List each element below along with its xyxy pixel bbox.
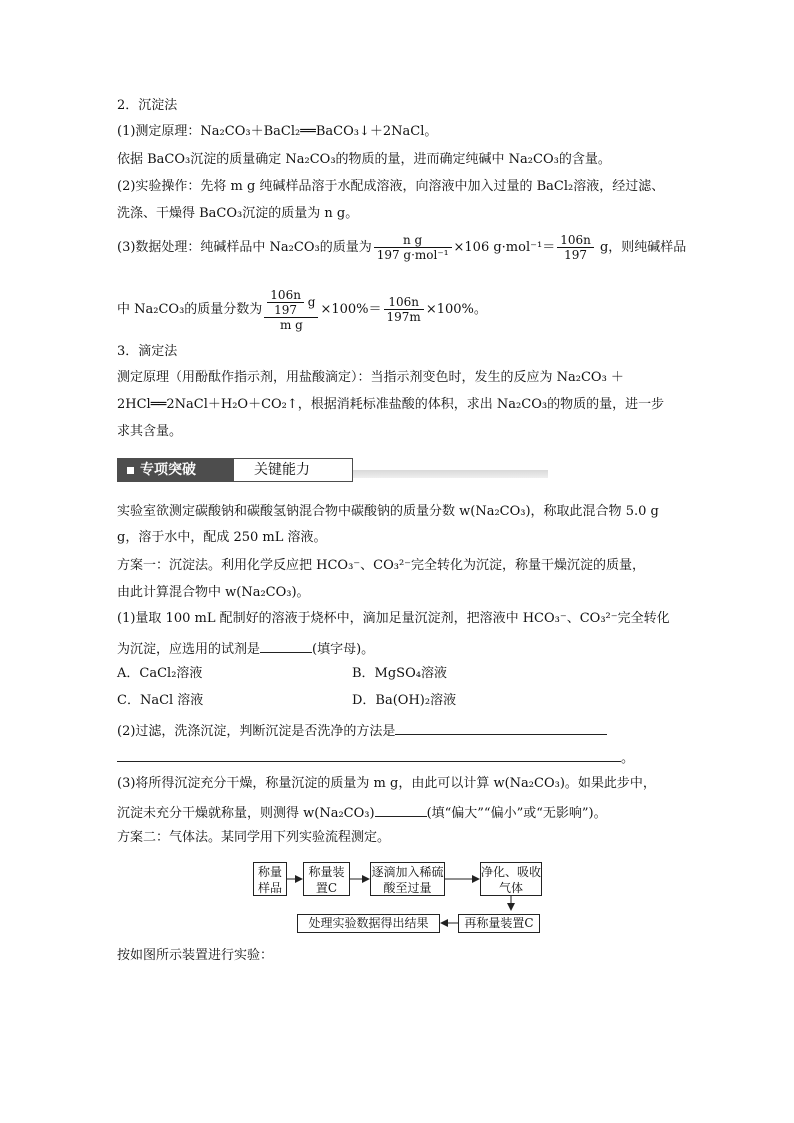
principle-equation: Na₂CO₃＋BaCl₂══BaCO₃↓＋2NaCl。 xyxy=(200,124,438,139)
fraction-inner xyxy=(267,288,304,317)
problem-intro-2: g，溶于水中，配成 250 mL 溶液。 xyxy=(117,530,327,545)
option-a: A．CaCl₂溶液 xyxy=(117,666,203,681)
answer-blank-2b[interactable] xyxy=(117,747,621,762)
fraction-mass xyxy=(557,233,594,262)
banner-sub: 关键能力 xyxy=(233,458,353,482)
fraction-mass-den: 197 xyxy=(557,247,594,262)
answer-blank-3[interactable] xyxy=(375,802,427,817)
fraction-inner-den: 197 xyxy=(267,302,304,317)
principle-text: 依据 BaCO₃沉淀的质量确定 Na₂CO₃的物质的量，进而确定纯碱中 Na₂CO₃的含量。 xyxy=(117,152,611,167)
operation-line-1: (2)实验操作：先将 m g 纯碱样品溶于水配成溶液，向溶液中加入过量的 BaCl₂溶液，经过滤、 xyxy=(117,179,665,194)
data-suffix: g，则纯碱样品 xyxy=(595,240,687,255)
question1-line-1: (1)量取 100 mL 配制好的溶液于烧杯中，滴加足量沉淀剂，把溶液中 HCO₃⁻、CO₃²⁻完全转化 xyxy=(117,611,670,626)
mass-mid: ×100%＝ xyxy=(320,302,382,317)
fraction-compound-num xyxy=(264,288,318,317)
option-c: C．NaCl 溶液 xyxy=(117,693,204,708)
fraction-mass-num: 106n xyxy=(560,233,591,247)
fraction-result-num: 106n xyxy=(388,295,419,309)
flow-step-add-acid: 逐滴加入稀硫酸至过量 xyxy=(370,862,445,896)
titration-line-2: 2HCl══2NaCl＋H₂O＋CO₂↑，根据消耗标准盐酸的体积，求出 Na₂CO₃的物质的量，进一步 xyxy=(117,397,665,412)
banner-rule xyxy=(353,470,548,478)
question3-line-2 xyxy=(117,802,607,823)
banner-main xyxy=(117,458,233,482)
mass-prefix: 中 Na₂CO₃的质量分数为 xyxy=(117,302,263,317)
banner-main-text: 专项突破 xyxy=(140,462,196,478)
fraction-moles-num: n g xyxy=(402,233,423,247)
data-processing-line xyxy=(117,230,686,266)
fraction-inner-num: 106n xyxy=(270,287,301,302)
plan1-line-2: 由此计算混合物中 w(Na₂CO₃)。 xyxy=(117,585,310,600)
fraction-compound-den: m g xyxy=(264,317,318,332)
question2-text: (2)过滤，洗涤沉淀，判断沉淀是否洗净的方法是 xyxy=(117,724,396,739)
question3-text: 沉淀未充分干燥就称量，则测得 w(Na₂CO₃) xyxy=(117,806,375,821)
option-b: B．MgSO₄溶液 xyxy=(352,666,447,681)
question2-line-1 xyxy=(117,720,607,741)
question3-hint: (填“偏大”“偏小”或“无影响”)。 xyxy=(426,806,607,821)
fraction-result xyxy=(384,295,424,324)
answer-blank-2a[interactable] xyxy=(395,720,607,735)
option-d: D．Ba(OH)₂溶液 xyxy=(352,693,457,708)
question3-line-1: (3)将所得沉淀充分干燥，称量沉淀的质量为 m g，由此可以计算 w(Na₂CO₃)。如果此步中， xyxy=(117,776,656,791)
flow-step-weigh-c: 称量装置C xyxy=(303,862,350,896)
flow-step-weigh-sample: 称量样品 xyxy=(253,862,287,896)
question2-end: 。 xyxy=(621,751,635,766)
mass-fraction-line xyxy=(117,278,487,342)
section-banner xyxy=(117,458,431,482)
fraction-inner-unit: g xyxy=(307,294,316,309)
titration-line-3: 求其含量。 xyxy=(117,424,183,439)
square-icon xyxy=(127,467,134,474)
plan1-line-1: 方案一：沉淀法。利用化学反应把 HCO₃⁻、CO₃²⁻完全转化为沉淀，称量干燥沉淀的质量， xyxy=(117,558,646,573)
principle-label: (1)测定原理： xyxy=(117,124,201,139)
flow-step-purify: 净化、吸收气体 xyxy=(480,862,542,896)
fraction-moles-den: 197 g·mol⁻¹ xyxy=(374,247,452,262)
flow-step-process-data: 处理实验数据得出结果 xyxy=(297,914,440,933)
flow-step-reweigh-c: 再称量装置C xyxy=(458,914,540,933)
section3-heading: 3．滴定法 xyxy=(117,344,178,359)
titration-line-1: 测定原理（用酚酞作指示剂，用盐酸滴定）：当指示剂变色时，发生的反应为 Na₂CO₃ ＋ xyxy=(117,370,624,385)
question1-text: 为沉淀，应选用的试剂是 xyxy=(117,642,261,657)
operation-line-2: 洗涤、干燥得 BaCO₃沉淀的质量为 n g。 xyxy=(117,206,359,221)
answer-blank-1[interactable] xyxy=(260,638,312,653)
data-mid: ×106 g·mol⁻¹＝ xyxy=(453,240,556,255)
fraction-compound xyxy=(264,288,318,332)
fraction-moles xyxy=(374,233,452,262)
plan2-line: 方案二：气体法。某同学用下列实验流程测定。 xyxy=(117,830,391,845)
data-prefix: (3)数据处理：纯碱样品中 Na₂CO₃的质量为 xyxy=(117,240,372,255)
principle-line xyxy=(117,123,437,141)
fraction-result-den: 197m xyxy=(384,309,424,324)
question1-hint: (填字母)。 xyxy=(312,642,375,657)
problem-intro-1: 实验室欲测定碳酸钠和碳酸氢钠混合物中碳酸钠的质量分数 w(Na₂CO₃)，称取此混合物 5.0 g xyxy=(117,504,659,519)
question1-line-2 xyxy=(117,638,374,659)
closing-line: 按如图所示装置进行实验： xyxy=(117,948,274,963)
section2-heading: 2．沉淀法 xyxy=(117,98,178,113)
mass-suffix: ×100%。 xyxy=(425,302,487,317)
question2-line-2 xyxy=(117,747,634,768)
